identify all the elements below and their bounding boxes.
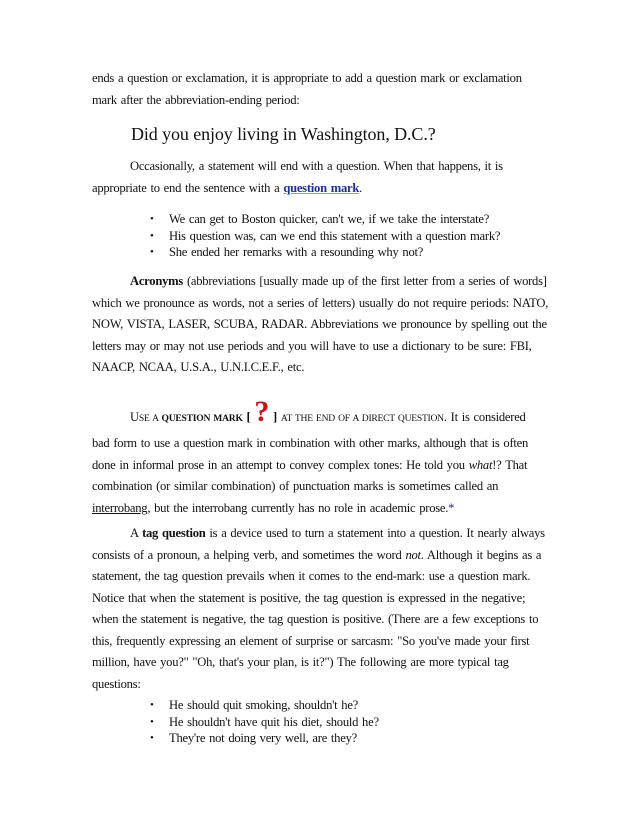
- paragraph-text: , but the interrobang currently has no role in academic prose.: [147, 500, 449, 515]
- paragraph-text: Occasionally, a statement will end with a question. When that happens, it is appropriate to end the sentence with a: [92, 159, 503, 195]
- paragraph-line: ends a question or exclamation, it is appropriate to add a question mark or exclamation: [92, 71, 522, 85]
- heading-bold-text: QUESTION MARK: [161, 413, 243, 424]
- list-item: • He should quit smoking, shouldn't he?: [150, 697, 379, 714]
- bullet-list-examples: [150, 211, 500, 261]
- example-sentence: Did you enjoy living in Washington, D.C.?: [131, 124, 436, 144]
- heading-text: It is considered: [446, 410, 526, 424]
- list-item: • We can get to Boston quicker, can't we, if we take the interstate?: [150, 211, 500, 228]
- paragraph-line: mark after the abbreviation-ending period:: [92, 92, 300, 107]
- section-heading-question-mark: [92, 395, 552, 430]
- paragraph-tag-question: [92, 523, 552, 695]
- paragraph-text: A: [130, 526, 143, 540]
- paragraph-abbreviation-ending: [92, 68, 552, 111]
- heading-text: .: [443, 410, 447, 424]
- paragraph-interrobang: [92, 433, 552, 519]
- tag-question-term: tag question: [142, 526, 206, 540]
- bullet-list-tag-questions: [150, 697, 379, 747]
- list-item: • She ended her remarks with a resounding why not?: [150, 244, 500, 261]
- footnote-star[interactable]: *: [448, 500, 455, 515]
- heading-bracket: [: [242, 410, 255, 424]
- paragraph-text: .: [359, 180, 363, 195]
- paragraph-text: bad form to use a question mark in combination with other marks, although that is often done in informal prose in an attempt to convey complex tones: He told you: [92, 436, 529, 472]
- italic-what: what: [468, 457, 493, 472]
- list-item: • His question was, can we end this statement with a question mark?: [150, 228, 500, 245]
- question-mark-symbol: ?: [254, 395, 270, 428]
- paragraph-acronyms: [92, 271, 552, 379]
- paragraph-text: (abbreviations [usually made up of the first letter from a series of words] which we pronounce as words, not a series of letters) usually do not require periods: NATO, NOW, VISTA, LASER, SCUBA, RADAR. Abbreviations we pronounce by spelling out the letters may or may not use periods and you will have to use a dictionary to be sure: FBI, NAACP, NCAA, U.S.A., U.N.I.C.E.F., etc.: [92, 274, 549, 374]
- paragraph-statement-question: [92, 156, 552, 199]
- heading-text: SE A: [138, 413, 162, 424]
- paragraph-text: . Although it begins as a statement, the tag question prevails when it comes to the end-mark: use a question mark. Notice that when the statement is positive, the tag question is expressed in the negative; when the statement is negative, the tag question is positive. (There are a few exceptions to this, frequently expressing an element of surprise or sarcasm: "So you've made your first million, have you?" "Oh, that's your plan, is it?") The following are more typical tag questions:: [92, 547, 542, 691]
- heading-initial: U: [130, 410, 139, 424]
- interrobang-link[interactable]: interrobang: [92, 500, 148, 515]
- paragraph-text: !? That combination (or similar combination) of punctuation marks is sometimes called an: [92, 457, 528, 493]
- question-mark-link[interactable]: question mark: [283, 180, 360, 195]
- italic-not: not: [405, 547, 421, 562]
- heading-bracket: ]: [269, 410, 281, 424]
- paragraph-text: is a device used to turn a statement into a question. It nearly always consists of a pronoun, a helping verb, and sometimes the word: [92, 526, 545, 562]
- heading-text: AT THE END OF A DIRECT QUESTION: [280, 413, 444, 424]
- acronyms-term: Acronyms: [130, 274, 184, 288]
- list-item: • He shouldn't have quit his diet, should he?: [150, 714, 379, 731]
- list-item: • They're not doing very well, are they?: [150, 730, 379, 747]
